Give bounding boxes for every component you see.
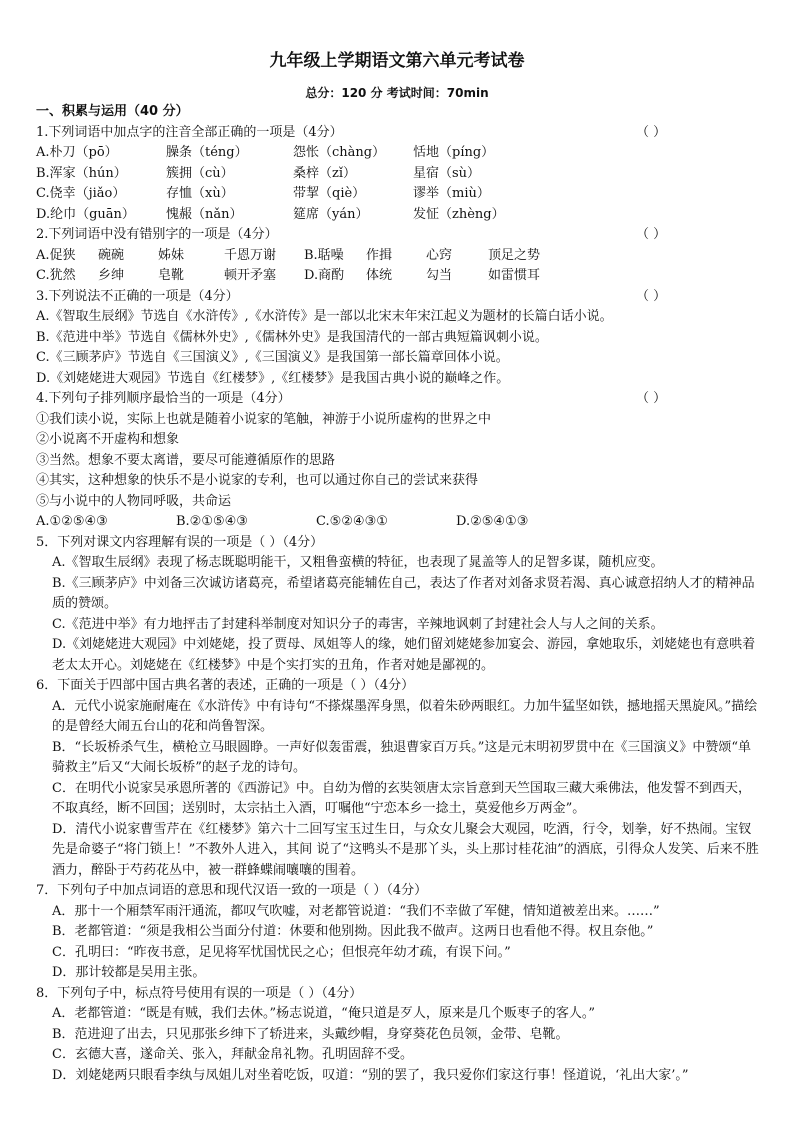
option-cell: 带挈（qiè）: [293, 186, 366, 201]
word-cell: A.促狭: [36, 247, 76, 263]
q5-option: C.《范进中举》有力地抨击了封建科举制度对知识分子的毒害，辛辣地讽刺了封建社会人与人之间的关系。: [52, 616, 664, 632]
q4-sentence: ④其实，这种想象的快乐不是小说家的专利，也可以通过你自己的尝试来获得: [36, 473, 479, 488]
answer-bracket: （ ）: [636, 124, 667, 140]
word-cell: 作揖: [366, 247, 393, 263]
question-1-stem: [36, 123, 760, 144]
q1-option-row: [36, 184, 760, 205]
word-cell: 如雷惯耳: [488, 268, 541, 283]
q2-option-row: [36, 246, 760, 267]
option-cell: D.②⑤④①③: [456, 514, 529, 529]
option-cell: 臊条（téng）: [166, 145, 248, 160]
q5-option: D.《刘姥姥进大观园》中刘姥姥，投了贾母、凤姐等人的缘，她们留刘姥姥参加宴会、游园，拿她取乐，刘姥姥也有意哄着老太太开心。刘姥姥在《红楼梦》中是个实打实的丑角，作者对她是鄙视的。: [52, 637, 756, 673]
answer-bracket: （ ）: [636, 227, 667, 242]
question-6-stem: 6．下面关于四部中国古典名著的表述，正确的一项是（ ）（4分）: [36, 678, 415, 693]
option-cell: 存恤（xù）: [166, 186, 234, 201]
word-cell: 乡绅: [98, 268, 125, 283]
word-cell: 顶足之势: [488, 247, 541, 263]
q8-option: B．范进迎了出去，只见那张乡绅下了轿进来，头戴纱帽，身穿葵花色员领，金带、皂靴。: [52, 1026, 569, 1042]
q6-option: C．在明代小说家吴承恩所著的《西游记》中。自幼为僧的玄奘领唐太宗旨意到天竺国取三藏大乘佛法，他发誓不到西天，不取真经，断不回国；送别时，太宗拈土入酒，叮嘱他“宁恋本乡一捻土，莫爱他乡万两金”。: [52, 780, 751, 816]
q4-sentence: ②小说离不开虚构和想象: [36, 432, 180, 447]
q3-option: C.《三顾茅庐》节选自《三国演义》,《三国演义》是我国第一部长篇章回体小说。: [36, 350, 509, 365]
q1-option-row: [36, 164, 760, 185]
option-cell: 怨怅（chàng）: [293, 145, 386, 160]
word-cell: C.犹然: [36, 268, 76, 283]
exam-title: 九年级上学期语文第六单元考试卷: [269, 51, 525, 71]
question-5-stem: 5．下列对课文内容理解有误的一项是（ ）（4分）: [36, 534, 324, 550]
word-cell: 千恩万谢: [224, 247, 277, 263]
q7-option: C．孔明曰：“昨夜书意，足见将军忧国忧民之心；但恨亮年幼才疏，有误下问。”: [52, 944, 511, 960]
option-cell: 愧赧（nǎn）: [166, 206, 243, 222]
answer-bracket: （ ）: [636, 391, 667, 406]
option-cell: 恬地（píng）: [413, 145, 495, 160]
question-8-stem: 8．下列句子中，标点符号使用有误的一项是（ ）（4分）: [36, 985, 363, 1001]
q8-option: A．老都管道：“既是有贼，我们去休。”杨志说道，“俺只道是歹人，原来是几个贩枣子的客人。”: [52, 1006, 595, 1021]
exam-content: [36, 102, 760, 1086]
word-cell: 体统: [366, 268, 393, 283]
option-cell: 发怔（zhèng）: [413, 206, 505, 222]
q4-option-row: [36, 512, 760, 533]
option-cell: C.侥幸（jiǎo）: [36, 186, 126, 201]
word-cell: 心窍: [426, 247, 453, 263]
exam-subtitle: 总分：120 分 考试时间：70min: [305, 86, 489, 100]
q5-option: B.《三顾茅庐》中刘备三次诚访诸葛亮，希望诸葛亮能辅佐自己，表达了作者对刘备求贤若渴、真心诚意招纳人才的精神品质的赞颂。: [52, 575, 755, 611]
question-3-stem: [36, 287, 760, 308]
word-cell: D.商酌: [304, 268, 345, 283]
q5-option: A.《智取生辰纲》表现了杨志既聪明能干，又粗鲁蛮横的特征，也表现了晁盖等人的足智多谋，随机应变。: [52, 555, 664, 570]
q6-option: B．“长坂桥杀气生，横枪立马眼圆睁。一声好似轰雷震，独退曹家百万兵。”这是元末明初罗贯中在《三国演义》中赞颂“单骑救主”后又“大闹长坂桥”的赵子龙的诗句。: [52, 739, 751, 775]
q2-option-row: [36, 266, 760, 287]
q8-option: D．刘姥姥两只眼看李纨与凤姐儿对坐着吃饭，叹道：“别的罢了，我只爱你们家这行事！怪道说，‘礼出大家’。”: [52, 1067, 689, 1083]
option-cell: C.⑤②④③①: [316, 514, 388, 529]
q8-option: C．玄德大喜，遂命关、张入，拜献金帛礼物。孔明固辞不受。: [52, 1047, 413, 1062]
option-cell: 谬举（miù）: [413, 186, 490, 201]
option-cell: A.朴刀（pō）: [36, 145, 118, 160]
option-cell: D.纶巾（guān）: [36, 206, 135, 222]
option-cell: 星宿（sù）: [413, 165, 481, 181]
word-cell: 顿开矛塞: [224, 268, 277, 283]
q7-option: B．老都管道：“须是我相公当面分付道：休要和他别拗。因此我不做声。这两日也看他不得。权且奈他。”: [52, 924, 654, 939]
option-cell: 桑梓（zǐ）: [293, 165, 357, 181]
question-7-stem: 7．下列句子中加点词语的意思和现代汉语一致的一项是（ ）（4分）: [36, 883, 428, 898]
word-cell: 碗碗: [98, 247, 125, 263]
q6-option: D．清代小说家曹雪芹在《红楼梦》第六十二回写宝玉过生日，与众女儿聚会大观园，吃酒，行令，划拳，好不热闹。宝钗先是命婆子“将门锁上！”不教外人进入，其间 说了“这鸭头不是那丫头，头上那讨桂花油”的酒底，引得众人发笑、后来不胜酒力，醉卧于芍药花丛中，被一群蜂蝶闹嚷嚷的围着。: [52, 821, 759, 878]
answer-bracket: （ ）: [636, 288, 667, 304]
word-cell: 姊妹: [158, 247, 185, 263]
section-heading: 一、积累与运用（40 分）: [36, 104, 189, 119]
option-cell: B.②①⑤④③: [176, 514, 248, 529]
word-cell: 皂靴: [158, 268, 185, 283]
q4-sentence: ①我们读小说，实际上也就是随着小说家的笔触，神游于小说所虚构的世界之中: [36, 411, 492, 427]
q4-sentence: ⑤与小说中的人物同呼吸，共命运: [36, 493, 232, 509]
q1-option-row: [36, 143, 760, 164]
option-cell: 簇拥（cù）: [166, 165, 234, 181]
q3-option: A.《智取生辰纲》节选自《水浒传》,《水浒传》是一部以北宋末年宋江起义为题材的长篇白话小说。: [36, 309, 613, 324]
option-cell: 筵席（yán）: [293, 206, 369, 222]
q4-sentence: ③当然。想象不要太离谱，要尽可能遵循原作的思路: [36, 452, 336, 468]
q7-option: A．那十一个厢禁军雨汗通流，都叹气吹嘘，对老都管说道：“我们不幸做了军健，情知道被差出来。……”: [52, 903, 660, 919]
word-cell: B.聒噪: [304, 247, 344, 263]
q6-option: A．元代小说家施耐庵在《水浒传》中有诗句“不搽煤墨浑身黑，似着朱砂两眼红。力加牛猛坚如铁，撼地摇天黑旋风。”描绘的是曾经大闹五台山的花和尚鲁智深。: [52, 698, 758, 734]
option-cell: B.浑家（hún）: [36, 165, 127, 181]
q1-option-row: [36, 205, 760, 226]
question-text: 3.下列说法不正确的一项是（4分）: [36, 288, 239, 304]
question-text: 1.下列词语中加点字的注音全部正确的一项是（4分）: [36, 124, 343, 140]
question-4-stem: [36, 389, 760, 410]
question-text: 2.下列词语中没有错别字的一项是（4分）: [36, 227, 278, 242]
q3-option: B.《范进中举》节选自《儒林外史》,《儒林外史》是我国清代的一部古典短篇讽刺小说。: [36, 329, 548, 345]
word-cell: 勾当: [426, 268, 453, 283]
option-cell: A.①②⑤④③: [36, 514, 108, 529]
question-2-stem: [36, 225, 760, 246]
q7-option: D．那计较都是吴用主张。: [52, 965, 206, 980]
q3-option: D.《刘姥姥进大观园》节选自《红楼梦》,《红楼梦》是我国古典小说的巅峰之作。: [36, 370, 510, 386]
question-text: 4.下列句子排列顺序最恰当的一项是（4分）: [36, 391, 291, 406]
